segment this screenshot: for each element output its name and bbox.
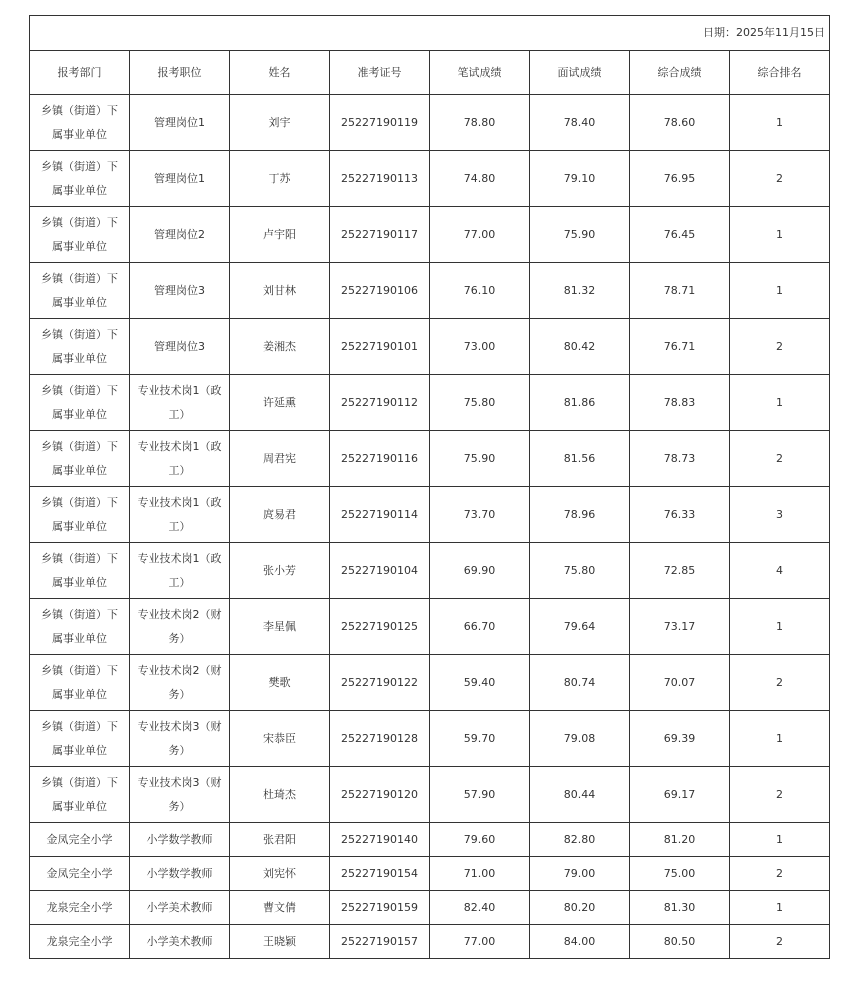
cell-total-score: 76.45 [630, 207, 730, 263]
date-row [30, 16, 830, 51]
cell-exam-id: 25227190113 [330, 151, 430, 207]
cell-interview-score: 82.80 [530, 823, 630, 857]
cell-interview-score: 80.44 [530, 767, 630, 823]
cell-written-score: 73.70 [430, 487, 530, 543]
cell-written-score: 69.90 [430, 543, 530, 599]
table-row [30, 431, 830, 487]
cell-total-score: 81.30 [630, 891, 730, 925]
cell-exam-id: 25227190154 [330, 857, 430, 891]
cell-written-score: 77.00 [430, 925, 530, 959]
cell-interview-score: 81.56 [530, 431, 630, 487]
header-interview-score: 面试成绩 [530, 51, 630, 95]
cell-position: 小学数学教师 [130, 857, 230, 891]
cell-department: 乡镇（街道）下属事业单位 [30, 95, 130, 151]
cell-exam-id: 25227190117 [330, 207, 430, 263]
cell-rank: 2 [730, 767, 830, 823]
header-row [30, 51, 830, 95]
cell-name: 刘宇 [230, 95, 330, 151]
cell-interview-score: 81.32 [530, 263, 630, 319]
cell-position: 管理岗位1 [130, 95, 230, 151]
cell-name: 刘宪怀 [230, 857, 330, 891]
table-row [30, 823, 830, 857]
cell-department: 乡镇（街道）下属事业单位 [30, 711, 130, 767]
cell-interview-score: 75.90 [530, 207, 630, 263]
cell-department: 乡镇（街道）下属事业单位 [30, 375, 130, 431]
cell-total-score: 78.73 [630, 431, 730, 487]
cell-rank: 1 [730, 95, 830, 151]
header-position: 报考职位 [130, 51, 230, 95]
cell-name: 刘甘林 [230, 263, 330, 319]
cell-exam-id: 25227190112 [330, 375, 430, 431]
cell-exam-id: 25227190128 [330, 711, 430, 767]
cell-rank: 2 [730, 319, 830, 375]
cell-rank: 1 [730, 823, 830, 857]
cell-position: 专业技术岗1（政工） [130, 543, 230, 599]
cell-total-score: 70.07 [630, 655, 730, 711]
cell-department: 乡镇（街道）下属事业单位 [30, 319, 130, 375]
header-name: 姓名 [230, 51, 330, 95]
cell-written-score: 73.00 [430, 319, 530, 375]
date-label: 日期：2025年11月15日 [30, 16, 830, 51]
cell-rank: 4 [730, 543, 830, 599]
score-table-container [29, 15, 829, 959]
header-written-score: 笔试成绩 [430, 51, 530, 95]
cell-department: 乡镇（街道）下属事业单位 [30, 263, 130, 319]
cell-interview-score: 81.86 [530, 375, 630, 431]
cell-total-score: 76.33 [630, 487, 730, 543]
cell-rank: 1 [730, 375, 830, 431]
cell-written-score: 57.90 [430, 767, 530, 823]
cell-interview-score: 79.10 [530, 151, 630, 207]
cell-position: 小学美术教师 [130, 891, 230, 925]
cell-written-score: 75.90 [430, 431, 530, 487]
cell-written-score: 66.70 [430, 599, 530, 655]
cell-exam-id: 25227190140 [330, 823, 430, 857]
cell-interview-score: 75.80 [530, 543, 630, 599]
cell-total-score: 78.60 [630, 95, 730, 151]
cell-name: 姜湘杰 [230, 319, 330, 375]
table-row [30, 655, 830, 711]
cell-name: 张君阳 [230, 823, 330, 857]
cell-written-score: 79.60 [430, 823, 530, 857]
cell-position: 管理岗位1 [130, 151, 230, 207]
cell-exam-id: 25227190159 [330, 891, 430, 925]
table-row [30, 319, 830, 375]
cell-department: 乡镇（街道）下属事业单位 [30, 431, 130, 487]
cell-position: 小学数学教师 [130, 823, 230, 857]
cell-department: 乡镇（街道）下属事业单位 [30, 767, 130, 823]
cell-name: 李星佩 [230, 599, 330, 655]
cell-written-score: 74.80 [430, 151, 530, 207]
cell-department: 金凤完全小学 [30, 823, 130, 857]
cell-position: 管理岗位2 [130, 207, 230, 263]
cell-total-score: 75.00 [630, 857, 730, 891]
header-exam-id: 准考证号 [330, 51, 430, 95]
cell-total-score: 69.17 [630, 767, 730, 823]
cell-position: 管理岗位3 [130, 263, 230, 319]
cell-interview-score: 80.20 [530, 891, 630, 925]
cell-department: 乡镇（街道）下属事业单位 [30, 207, 130, 263]
table-row [30, 891, 830, 925]
cell-name: 庹易君 [230, 487, 330, 543]
table-row [30, 207, 830, 263]
table-row [30, 375, 830, 431]
cell-name: 樊歌 [230, 655, 330, 711]
cell-interview-score: 79.00 [530, 857, 630, 891]
table-row [30, 925, 830, 959]
cell-total-score: 78.83 [630, 375, 730, 431]
cell-written-score: 77.00 [430, 207, 530, 263]
cell-position: 专业技术岗2（财务） [130, 655, 230, 711]
cell-department: 乡镇（街道）下属事业单位 [30, 599, 130, 655]
cell-department: 乡镇（街道）下属事业单位 [30, 543, 130, 599]
cell-department: 金凤完全小学 [30, 857, 130, 891]
cell-exam-id: 25227190116 [330, 431, 430, 487]
cell-exam-id: 25227190122 [330, 655, 430, 711]
cell-interview-score: 80.42 [530, 319, 630, 375]
cell-interview-score: 79.08 [530, 711, 630, 767]
cell-written-score: 75.80 [430, 375, 530, 431]
cell-total-score: 69.39 [630, 711, 730, 767]
table-row [30, 857, 830, 891]
cell-total-score: 80.50 [630, 925, 730, 959]
score-table [29, 15, 830, 959]
table-row [30, 95, 830, 151]
cell-interview-score: 79.64 [530, 599, 630, 655]
cell-exam-id: 25227190119 [330, 95, 430, 151]
cell-position: 专业技术岗2（财务） [130, 599, 230, 655]
cell-name: 曹文倩 [230, 891, 330, 925]
cell-department: 乡镇（街道）下属事业单位 [30, 487, 130, 543]
cell-department: 乡镇（街道）下属事业单位 [30, 655, 130, 711]
table-row [30, 711, 830, 767]
cell-name: 许延熏 [230, 375, 330, 431]
cell-name: 王晓颖 [230, 925, 330, 959]
cell-name: 丁苏 [230, 151, 330, 207]
cell-department: 龙泉完全小学 [30, 925, 130, 959]
cell-exam-id: 25227190106 [330, 263, 430, 319]
cell-exam-id: 25227190114 [330, 487, 430, 543]
table-row [30, 543, 830, 599]
cell-interview-score: 84.00 [530, 925, 630, 959]
cell-name: 杜琦杰 [230, 767, 330, 823]
cell-exam-id: 25227190101 [330, 319, 430, 375]
cell-total-score: 78.71 [630, 263, 730, 319]
cell-written-score: 71.00 [430, 857, 530, 891]
cell-rank: 3 [730, 487, 830, 543]
cell-rank: 2 [730, 925, 830, 959]
cell-position: 小学美术教师 [130, 925, 230, 959]
cell-name: 周君宪 [230, 431, 330, 487]
header-rank: 综合排名 [730, 51, 830, 95]
cell-written-score: 59.40 [430, 655, 530, 711]
cell-total-score: 81.20 [630, 823, 730, 857]
cell-rank: 1 [730, 891, 830, 925]
cell-rank: 1 [730, 599, 830, 655]
table-row [30, 151, 830, 207]
cell-name: 宋恭臣 [230, 711, 330, 767]
cell-interview-score: 78.40 [530, 95, 630, 151]
cell-interview-score: 80.74 [530, 655, 630, 711]
cell-rank: 2 [730, 655, 830, 711]
cell-position: 专业技术岗1（政工） [130, 375, 230, 431]
cell-total-score: 73.17 [630, 599, 730, 655]
header-department: 报考部门 [30, 51, 130, 95]
cell-exam-id: 25227190104 [330, 543, 430, 599]
cell-department: 乡镇（街道）下属事业单位 [30, 151, 130, 207]
cell-exam-id: 25227190120 [330, 767, 430, 823]
header-total-score: 综合成绩 [630, 51, 730, 95]
table-row [30, 487, 830, 543]
cell-written-score: 59.70 [430, 711, 530, 767]
table-row [30, 767, 830, 823]
cell-exam-id: 25227190157 [330, 925, 430, 959]
cell-position: 管理岗位3 [130, 319, 230, 375]
cell-total-score: 76.71 [630, 319, 730, 375]
table-row [30, 599, 830, 655]
cell-position: 专业技术岗1（政工） [130, 487, 230, 543]
cell-position: 专业技术岗3（财务） [130, 767, 230, 823]
table-row [30, 263, 830, 319]
cell-rank: 1 [730, 711, 830, 767]
cell-rank: 2 [730, 857, 830, 891]
cell-name: 卢宇阳 [230, 207, 330, 263]
cell-rank: 1 [730, 263, 830, 319]
cell-rank: 2 [730, 151, 830, 207]
cell-total-score: 76.95 [630, 151, 730, 207]
cell-written-score: 76.10 [430, 263, 530, 319]
cell-department: 龙泉完全小学 [30, 891, 130, 925]
cell-interview-score: 78.96 [530, 487, 630, 543]
cell-rank: 2 [730, 431, 830, 487]
cell-rank: 1 [730, 207, 830, 263]
cell-name: 张小芳 [230, 543, 330, 599]
cell-total-score: 72.85 [630, 543, 730, 599]
cell-position: 专业技术岗1（政工） [130, 431, 230, 487]
cell-exam-id: 25227190125 [330, 599, 430, 655]
cell-written-score: 78.80 [430, 95, 530, 151]
cell-position: 专业技术岗3（财务） [130, 711, 230, 767]
cell-written-score: 82.40 [430, 891, 530, 925]
